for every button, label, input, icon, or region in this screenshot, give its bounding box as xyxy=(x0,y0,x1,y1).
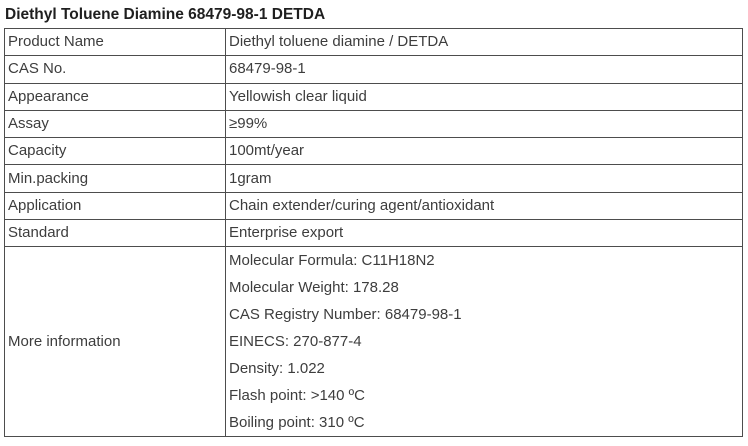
more-info-line-einecs: EINECS: 270-877-4 xyxy=(229,333,362,351)
row-label-assay: Assay xyxy=(5,110,226,137)
row-label-appearance: Appearance xyxy=(5,83,226,110)
row-value-application: Chain extender/curing agent/antioxidant xyxy=(226,192,743,219)
row-value-cas-no: 68479-98-1 xyxy=(226,56,743,83)
more-info-line-molecular-weight: Molecular Weight: 178.28 xyxy=(229,279,399,297)
more-info-line-molecular-formula: Molecular Formula: C11H18N2 xyxy=(229,252,435,270)
more-info-line-boiling-point: Boiling point: 310 ºC xyxy=(229,414,365,432)
table-row xyxy=(5,29,743,56)
row-value-product-name: Diethyl toluene diamine / DETDA xyxy=(226,29,743,56)
more-info-line-cas-registry-number: CAS Registry Number: 68479-98-1 xyxy=(229,306,462,324)
row-label-product-name: Product Name xyxy=(5,29,226,56)
row-value-standard: Enterprise export xyxy=(226,220,743,247)
table-row xyxy=(5,192,743,219)
table-row xyxy=(5,138,743,165)
row-label-min-packing: Min.packing xyxy=(5,165,226,192)
row-value-more-information xyxy=(226,247,743,437)
row-value-assay: ≥99% xyxy=(226,110,743,137)
row-value-appearance: Yellowish clear liquid xyxy=(226,83,743,110)
table-row xyxy=(5,220,743,247)
row-label-application: Application xyxy=(5,192,226,219)
row-value-min-packing: 1gram xyxy=(226,165,743,192)
row-label-standard: Standard xyxy=(5,220,226,247)
more-info-line-flash-point: Flash point: >140 ºC xyxy=(229,387,365,405)
table-row xyxy=(5,165,743,192)
more-info-line-density: Density: 1.022 xyxy=(229,360,325,378)
row-label-more-information: More information xyxy=(5,247,226,437)
page-title: Diethyl Toluene Diamine 68479-98-1 DETDA xyxy=(5,6,326,23)
table-row xyxy=(5,56,743,83)
row-label-capacity: Capacity xyxy=(5,138,226,165)
row-value-capacity: 100mt/year xyxy=(226,138,743,165)
product-spec-table xyxy=(4,28,743,437)
table-row xyxy=(5,83,743,110)
table-row-more-information xyxy=(5,247,743,437)
row-label-cas-no: CAS No. xyxy=(5,56,226,83)
table-row xyxy=(5,110,743,137)
